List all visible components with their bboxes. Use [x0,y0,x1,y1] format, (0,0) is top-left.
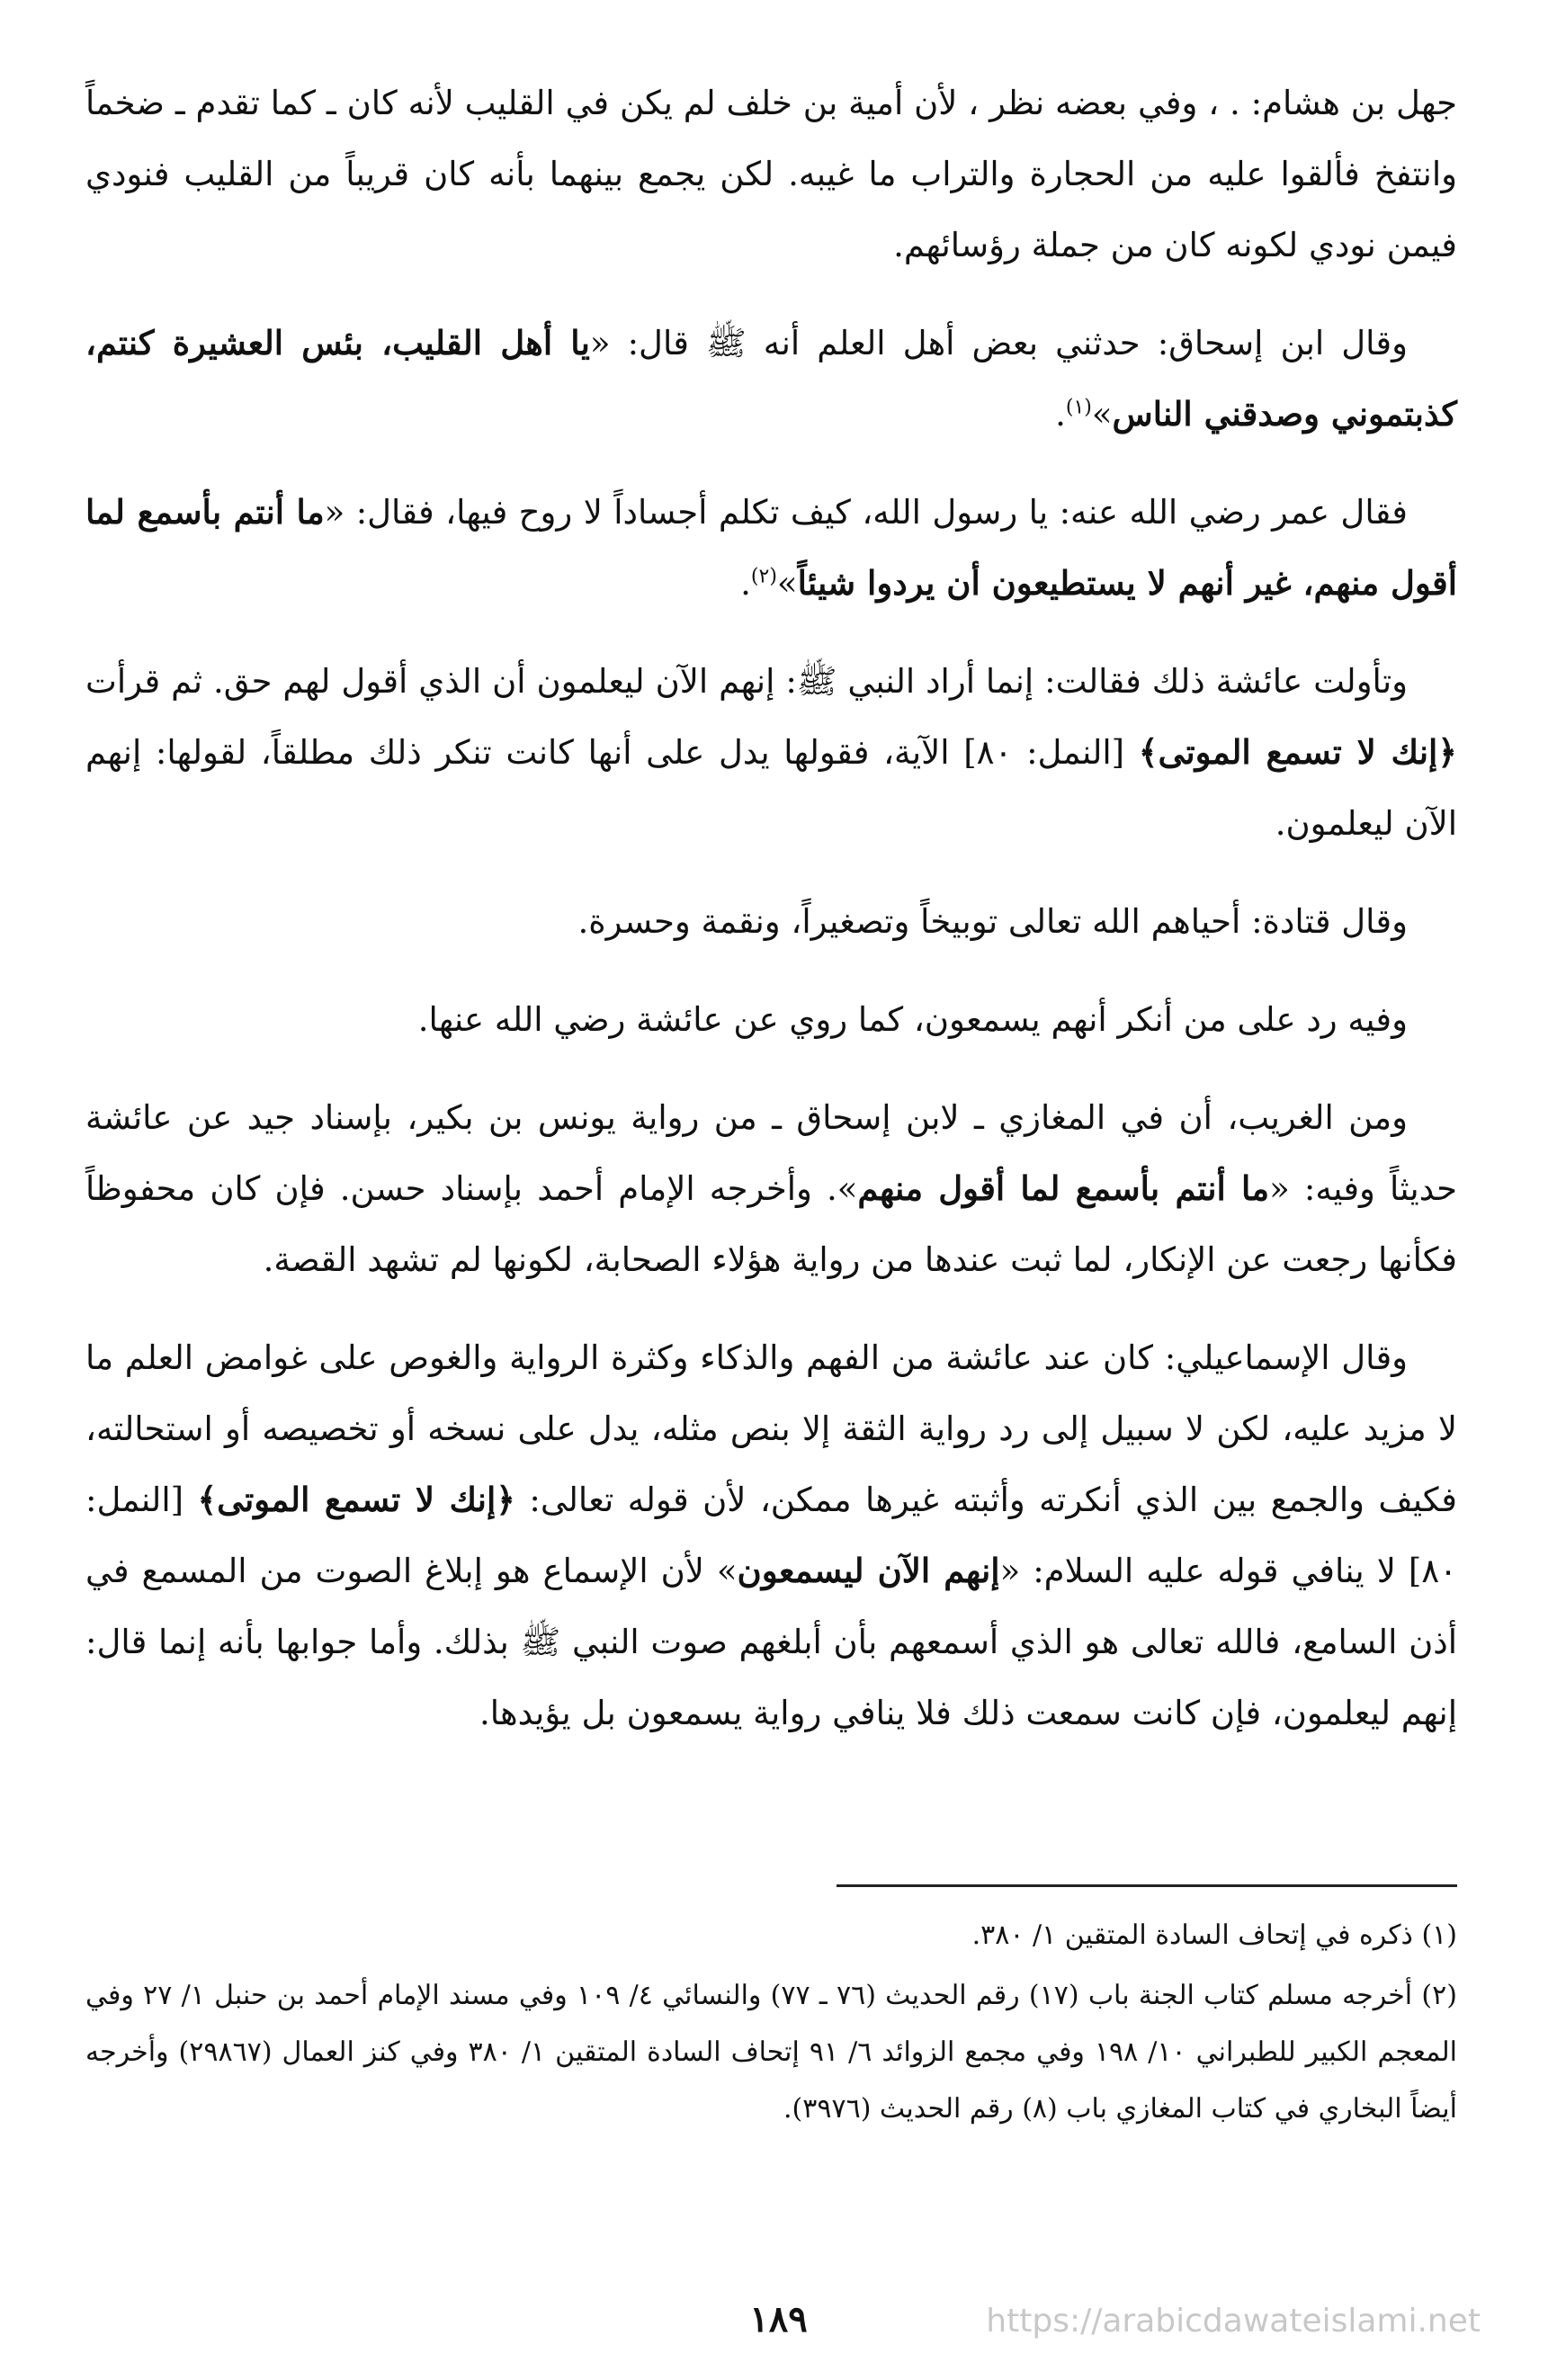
paragraph-text: وقال ابن إسحاق: حدثني بعض أهل العلم أنه ﷺ قال: « [589,324,1408,362]
footnote-text: أخرجه مسلم كتاب الجنة باب (١٧) رقم الحديث (٧٦ ـ ٧٧) والنسائي ٤/ ١٠٩ وفي مسند الإمام أحمد بن حنبل ١/ ٢٧ وفي المعجم الكبير للطبراني ١٠/ ١٩٨ وفي مجمع الزوائد ٦/ ٩١ إتحاف السادة المتقين ١/ ٣٨٠ وفي كنز العمال (٢٩٨٦٧) وأخرجه أيضاً البخاري في كتاب المغازي باب (٨) رقم الحديث (٣٩٧٦). [85,1980,1457,2125]
paragraph [85,886,1457,957]
paragraph [85,67,1457,281]
footnote [85,1967,1457,2137]
paragraph-text: جهل بن هشام: . ، وفي بعضه نظر ، لأن أمية بن خلف لم يكن في القليب لأنه كان ـ كما تقدم ـ ضخماً وانتفخ فألقوا عليه من الحجارة والتراب ما غيبه. لكن يجمع بينهما بأنه كان قريباً من القليب فنودي فيمن نودي لكونه كان من جملة رؤسائهم. [85,84,1457,264]
footnote-number: (٢) [1421,1980,1457,2011]
paragraph-text: . [740,564,751,603]
paragraph [85,1322,1457,1749]
paragraph [85,477,1457,619]
quoted-text: إنهم الآن ليسمعون [737,1551,1000,1590]
page-number: ١٨٩ [749,2298,808,2340]
paragraph-text: وتأولت عائشة ذلك فقالت: إنما أراد النبي ﷺ: إنهم الآن ليعلمون أن الذي أقول لهم حق. ثم قرأت [85,662,1408,701]
watermark-url: https://arabicdawateislami.net [986,2303,1481,2340]
paragraph [85,646,1457,859]
paragraph-text: وقال الإسماعيلي: كان عند عائشة من الفهم والذكاء وكثرة الرواية والغوص على غوامض العلم ما لا مزيد عليه، لكن لا سبيل إلى رد رواية الثقة إلا بنص مثله، يدل على نسخه أو تخصيصه أو استحالته، فكيف والجمع بين الذي أنكرته وأثبته غيرها ممكن، لأن قوله تعالى: [85,1338,1457,1519]
footnotes-section [85,1884,1457,2141]
footnote-number: (١) [1421,1919,1457,1951]
paragraph-text: ومن الغريب، أن في المغازي ـ لابن إسحاق ـ من رواية يونس بن بكير، بإسناد جيد عن عائشة حديثاً وفيه: « [85,1098,1457,1208]
page-body [85,67,1457,1776]
paragraph-text: [النمل: ٨٠] لا ينافي قوله عليه السلام: « [85,1481,1457,1590]
paragraph-text: ». وأخرجه الإمام أحمد بإسناد حسن. فإن كان محفوظاً فكأنها رجعت عن الإنكار، لما ثبت عندها من رواية هؤلاء الصحابة، لكونها لم تشهد القصة. [85,1169,1457,1279]
footnote-divider [837,1884,1457,1887]
footnote-reference: (١) [1065,396,1092,419]
footnote-list [85,1907,1457,2137]
paragraph-text: » [776,564,798,603]
paragraph-text: وفيه رد على من أنكر أنهم يسمعون، كما روي عن عائشة رضي الله عنها. [417,1000,1408,1039]
quoted-text: ﴿إنك لا تسمع الموتى﴾ [1138,732,1457,772]
footnote [85,1907,1457,1964]
paragraph-text: » [1091,395,1113,434]
paragraph [85,308,1457,450]
paragraph-text: [النمل: ٨٠] الآية، فقولها يدل على أنها كانت تنكر ذلك مطلقاً، لقولها: إنهم الآن ليعلمون. [85,733,1457,843]
quoted-text: ﴿إنك لا تسمع الموتى﴾ [197,1480,515,1519]
quoted-text: ما أنتم بأسمع لما أقول منهم [857,1168,1270,1208]
paragraph [85,1082,1457,1295]
quoted-text: ما أنتم بأسمع لما أقول منهم، غير أنهم لا يستطيعون أن يردوا شيئاً [85,492,1457,603]
footnote-reference: (٢) [750,565,777,588]
paragraph-text: فقال عمر رضي الله عنه: يا رسول الله، كيف تكلم أجساداً لا روح فيها، فقال: « [324,493,1408,532]
paragraph [85,984,1457,1055]
paragraph-text: وقال قتادة: أحياهم الله تعالى توبيخاً وتصغيراً، ونقمة وحسرة. [577,902,1408,941]
paragraph-text: » لأن الإسماع هو إبلاغ الصوت من المسمع في أذن السامع، فالله تعالى هو الذي أسمعهم بأن أبلغهم صوت النبي ﷺ بذلك. وأما جوابها بأنه إنما قال: إنهم ليعلمون، فإن كانت سمعت ذلك فلا ينافي رواية يسمعون بل يؤيدها. [85,1552,1457,1732]
quoted-text: يا أهل القليب، بئس العشيرة كنتم، كذبتموني وصدقني الناس [85,323,1457,434]
paragraph-text: . [1055,395,1066,434]
footnote-text: ذكره في إتحاف السادة المتقين ١/ ٣٨٠. [971,1919,1413,1951]
